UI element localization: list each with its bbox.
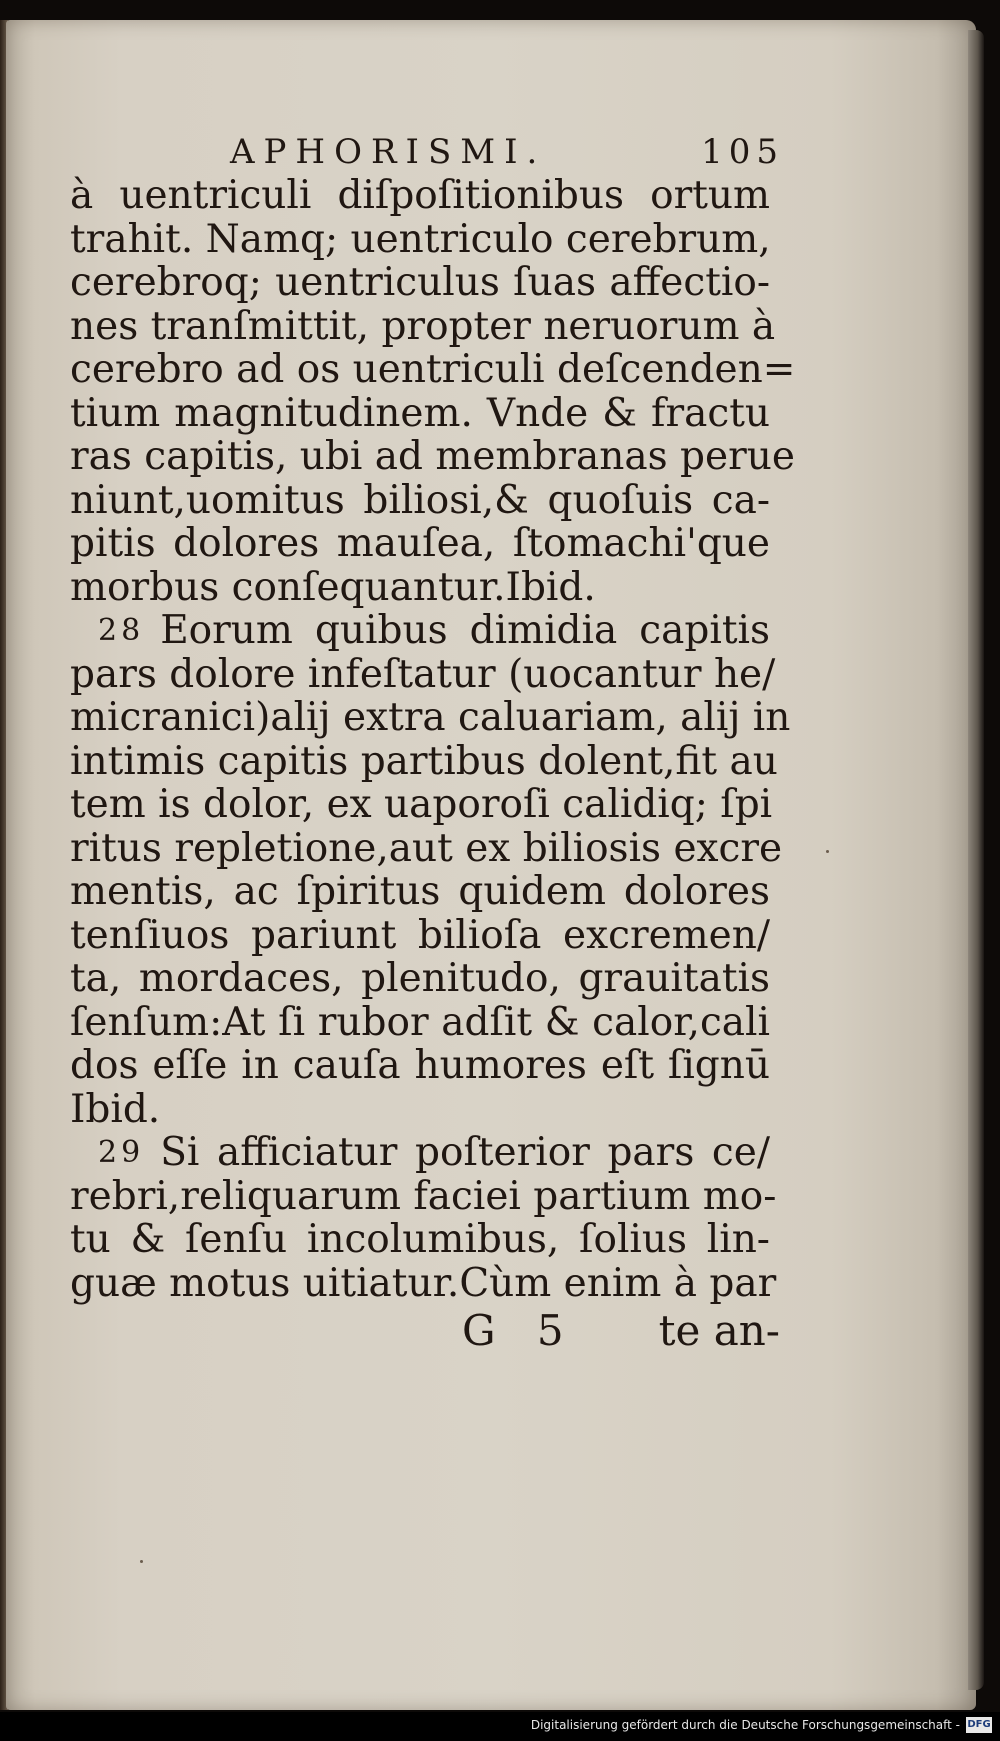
page-footer-line <box>70 1306 780 1355</box>
catchword: te an- <box>658 1306 780 1355</box>
aphorism-28 <box>70 608 791 1132</box>
text-line: pitis dolores mauſea, ſtomachi'que <box>70 521 770 566</box>
paragraph-continued <box>70 173 796 610</box>
text-line: ras capitis, ubi ad membranas perue <box>70 434 795 479</box>
text-line: guæ motus uitiatur.Cùm enim à par <box>70 1260 777 1306</box>
aphorism-29 <box>70 1130 777 1306</box>
text-line: 29 Si afficiatur poſterior pars ce/ <box>98 1130 770 1175</box>
page-number: 105 <box>701 132 784 172</box>
text-line: nes tranſmittit, propter neruorum à <box>70 303 776 349</box>
text-line: ta, mordaces, plenitudo, grauitatis <box>70 956 770 1001</box>
page-edge-shadow <box>968 30 984 1690</box>
funding-credit: Digitalisierung gefördert durch die Deutsche Forschungsgemeinschaft - <box>530 1718 960 1732</box>
text-line: pars dolore infeſtatur (uocantur he/ <box>70 651 776 697</box>
text-line: trahit. Namq; uentriculo cerebrum, <box>70 216 771 262</box>
dfg-logo-icon: DFG <box>966 1717 992 1733</box>
text-line: intimis capitis partibus dolent,fit au <box>70 738 778 784</box>
text-line: cerebroq; uentriculus ſuas affectio- <box>70 260 770 305</box>
signature-mark: G 5 <box>462 1306 578 1355</box>
text-line: Ibid. <box>70 1086 161 1132</box>
text-line: morbus conſequantur.Ibid. <box>70 564 596 610</box>
text-line: ritus repletione,aut ex biliosis excre <box>70 825 783 871</box>
text-line: tu & ſenſu incolumibus, ſolius lin- <box>70 1217 770 1262</box>
aphorism-number: 29 <box>98 1135 145 1170</box>
text-line: tenſiuos pariunt bilioſa excremen/ <box>70 912 770 958</box>
paper-speck <box>826 850 829 853</box>
text-line: tem is dolor, ex uaporoſi calidiq; ſpi <box>70 782 773 827</box>
text-line: mentis, ac ſpiritus quidem dolores <box>70 869 770 914</box>
text-line: micranici)alij extra caluariam, alij in <box>70 695 791 740</box>
text-line: 28 Eorum quibus dimidia capitis <box>98 608 770 653</box>
text-line: ſenſum:At ſi rubor adſit & calor,cali <box>70 999 770 1045</box>
digitization-footer <box>0 1712 1000 1741</box>
page-text <box>70 130 796 1355</box>
text-line: rebri,reliquarum faciei partium mo- <box>70 1173 777 1219</box>
text-line: tium magnitudinem. Vnde & fractu <box>70 390 770 436</box>
paper-speck <box>140 1560 143 1563</box>
running-head <box>70 130 784 174</box>
text-line: cerebro ad os uentriculi deſcenden= <box>70 347 796 392</box>
aphorism-number: 28 <box>98 613 145 648</box>
running-title: APHORISMI. <box>230 132 547 172</box>
text-line: niunt,uomitus biliosi,& quoſuis ca- <box>70 477 770 523</box>
text-line: dos eſſe in cauſa humores eſt ſignū <box>70 1043 770 1088</box>
text-line: à uentriculi diſpoſitionibus ortum <box>70 173 770 218</box>
